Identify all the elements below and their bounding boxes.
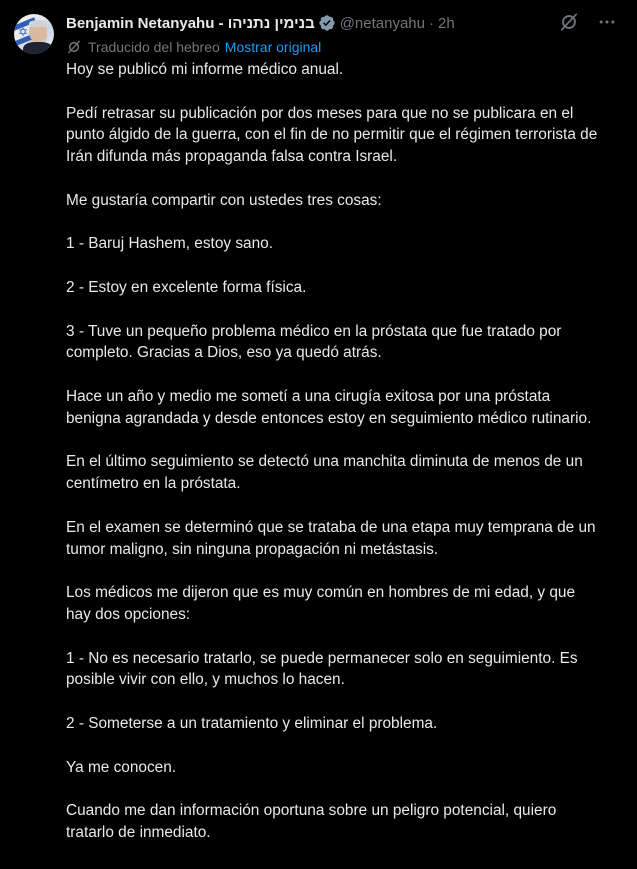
avatar-suit — [23, 42, 53, 54]
tweet-content — [66, 12, 621, 869]
tweet-paragraph: En el último seguimiento se detectó una manchita diminuta de menos de un centímetro en la próstata. — [66, 453, 588, 493]
avatar[interactable] — [14, 14, 54, 54]
grok-icon — [558, 11, 580, 33]
tweet-paragraph: Cuando me dan información oportuna sobre un peligro potencial, quiero tratarlo de inmediato. — [66, 802, 561, 841]
translation-notice — [66, 37, 621, 57]
tweet-paragraph: Hoy se publicó mi informe médico anual. — [66, 61, 344, 78]
tweet-paragraph: Los médicos me dijeron que es muy común en hombres de mi edad, y que hay dos opciones: — [66, 584, 580, 623]
tweet-paragraph: Me gustaría compartir con ustedes tres cosas: — [66, 191, 382, 209]
author-handle[interactable]: @netanyahu — [339, 14, 425, 32]
separator-dot: · — [429, 14, 434, 32]
tweet-header — [66, 12, 621, 34]
timestamp[interactable]: 2h — [438, 14, 455, 32]
header-actions — [557, 10, 621, 34]
tweet-paragraph: 3 - Tuve un pequeño problema médico en la próstata que fue tratado por completo. Gracias a Dios, eso ya quedó atrás. — [66, 322, 566, 362]
grok-button[interactable] — [557, 10, 581, 34]
verified-badge-icon[interactable] — [318, 14, 336, 32]
avatar-column — [14, 12, 66, 869]
tweet-paragraph: Hace un año y medio me sometí a una cirugía exitosa por una próstata benigna agrandada y desde entonces estoy en seguimiento médico rutinario. — [66, 387, 592, 427]
grok-translate-icon — [66, 39, 82, 55]
tweet-paragraph: Pedí retrasar su publicación por dos meses para que no se publicara en el punto álgido de la guerra, con el fin de no permitir que el régimen terrorista de Irán difunda más propaganda falsa contra Israel. — [66, 104, 602, 166]
tweet-paragraph: En el examen se determinó que se trataba de una etapa muy temprana de un tumor maligno, sin ninguna propagación ni metástasis. — [66, 518, 600, 558]
tweet-text — [66, 59, 621, 844]
tweet-paragraph: 2 - Someterse a un tratamiento y eliminar el problema. — [66, 714, 438, 732]
tweet-paragraph: 2 - Estoy en excelente forma física. — [66, 278, 307, 296]
more-options-button[interactable] — [595, 10, 619, 34]
translated-from-label: Traducido del hebreo — [88, 39, 220, 55]
tweet-paragraph: 1 - Baruj Hashem, estoy sano. — [66, 235, 274, 253]
tweet-paragraph: Ya me conocen. — [66, 758, 177, 776]
more-horizontal-icon — [597, 12, 617, 32]
star-of-david-icon: ✡ — [18, 25, 29, 39]
avatar-hair — [29, 20, 47, 27]
author-display-name[interactable]: Benjamin Netanyahu - בנימין נתניהו — [66, 14, 315, 32]
tweet-paragraph: 1 - No es necesario tratarlo, se puede permanecer solo en seguimiento. Es posible vivir con ello, y muchos lo hacen. — [66, 649, 582, 689]
show-original-link[interactable]: Mostrar original — [224, 39, 322, 55]
